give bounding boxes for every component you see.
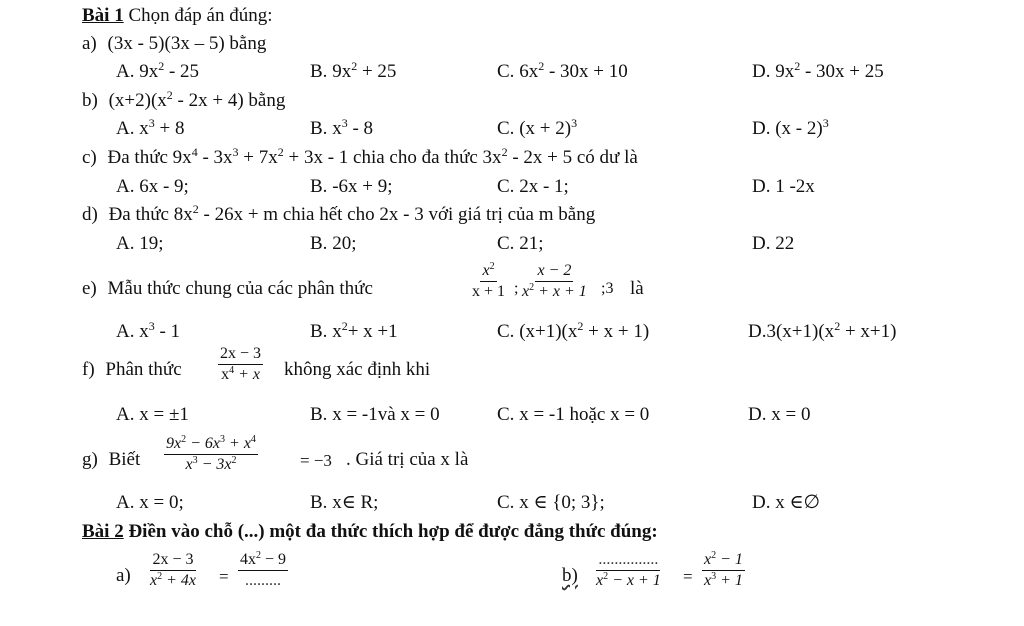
question-b [82, 88, 286, 111]
option-label: C. [497, 492, 515, 513]
option-text: x [139, 118, 149, 139]
num-sup: 2 [181, 434, 187, 445]
bai1-instruction: Chọn đáp án đúng: [128, 5, 273, 26]
den-text: + 1 [716, 572, 743, 589]
option-label: C. [497, 404, 515, 425]
option-text: (x - 2) [775, 118, 823, 139]
den-text: − 3x [197, 456, 232, 473]
den-sup: 3 [711, 571, 717, 582]
option-text: 2x - 1; [519, 176, 569, 197]
option-a-C[interactable] [497, 59, 628, 82]
stem-sup: 2 [277, 145, 284, 159]
bai2-b-prefix: b) [562, 565, 578, 586]
option-text: 1 -2x [775, 176, 815, 197]
question-b-prefix: b) [82, 90, 98, 111]
stem-sup: 4 [191, 145, 198, 159]
den-text: + 4x [162, 572, 197, 589]
option-d-C[interactable] [497, 234, 543, 253]
option-label: A. [116, 61, 135, 82]
stem-part: - 2x + 5 có dư là [507, 147, 638, 168]
num-sup: 2 [256, 550, 261, 561]
option-tail: - 30x + 25 [800, 61, 884, 82]
option-text: x = 0; [139, 492, 184, 513]
option-text: x = -1 hoặc x = 0 [519, 404, 650, 425]
question-f-prefix: f) [82, 359, 95, 380]
option-text: x = 0 [771, 404, 811, 425]
option-f-D[interactable] [748, 405, 810, 424]
stem-part: - 2x + 4) bằng [172, 90, 286, 111]
stem-sup: 2 [166, 88, 173, 102]
fraction-numerator [535, 263, 573, 282]
num-sup: 2 [489, 261, 495, 272]
num-text: 9x [166, 435, 182, 452]
option-text: x [332, 321, 342, 342]
den-text: x [221, 366, 230, 383]
option-label: B. [310, 118, 328, 139]
option-g-D[interactable] [752, 493, 820, 512]
option-sup: 2 [834, 319, 841, 333]
num-text: − 9 [261, 551, 287, 568]
fraction-numerator [480, 263, 496, 282]
stem-sup: 3 [232, 145, 239, 159]
den-text: x [185, 456, 193, 473]
question-g-tail: . Giá trị của x là [346, 449, 469, 470]
option-label: D. [752, 61, 771, 82]
bai2-label: Bài 2 [82, 521, 124, 542]
option-sup: 3 [341, 116, 348, 130]
den-sup: 2 [157, 571, 163, 582]
stem-sup: 2 [501, 145, 508, 159]
option-text: 9x [775, 61, 795, 82]
option-b-A[interactable] [116, 116, 185, 139]
option-text: 22 [775, 233, 795, 254]
option-text: 6x - 9; [139, 176, 189, 197]
question-c [82, 145, 638, 168]
fraction-denominator [520, 282, 589, 300]
question-e-tail-2: là [630, 278, 644, 299]
option-tail: + x + 1) [583, 321, 650, 342]
option-tail: - 25 [164, 61, 200, 82]
option-text: 3(x+1)(x [766, 321, 835, 342]
option-text: x [332, 118, 342, 139]
bai2-heading [82, 522, 658, 541]
stem-part: - 26x + m chia hết cho 2x - 3 với giá trị của m bằng [198, 204, 596, 225]
question-g [82, 450, 140, 469]
option-tail: + x +1 [347, 321, 398, 342]
den-text: − x + 1 [608, 572, 661, 589]
question-e-tail: ;3 [601, 280, 614, 297]
question-a-stem: (3x - 5)(3x – 5) bằng [107, 33, 267, 54]
option-text: x ∈∅ [775, 492, 821, 513]
bai2-b-left-fraction[interactable] [594, 552, 663, 589]
den-text: x [596, 572, 604, 589]
stem-part: - 3x [197, 147, 233, 168]
option-sup: 2 [577, 319, 584, 333]
bai2-a-prefix: a) [116, 565, 131, 586]
bai2-instruction: Điền vào chỗ (...) một đa thức thích hợp để được đẳng thức đúng: [128, 521, 658, 542]
option-sup: 2 [341, 319, 348, 333]
option-tail: + 8 [154, 118, 185, 139]
option-b-B[interactable] [310, 116, 374, 139]
option-g-A[interactable] [116, 493, 184, 512]
option-d-B[interactable] [310, 234, 356, 253]
option-b-C[interactable] [497, 116, 578, 139]
option-e-C[interactable] [497, 319, 650, 342]
option-label: D. [752, 118, 771, 139]
option-tail: - 1 [154, 321, 181, 342]
question-f [82, 360, 182, 379]
num-sup: 3 [220, 434, 226, 445]
option-label: A. [116, 321, 135, 342]
option-label: D. [748, 321, 767, 342]
den-text: x [150, 572, 158, 589]
option-text: 21; [519, 233, 544, 254]
fraction-numerator [702, 552, 745, 571]
question-b-stem [109, 90, 286, 111]
question-d-prefix: d) [82, 204, 98, 225]
option-d-A[interactable] [116, 234, 164, 253]
option-d-D[interactable] [752, 234, 794, 253]
option-label: D. [752, 233, 771, 254]
option-text: x = ±1 [139, 404, 189, 425]
bai1-label: Bài 1 [82, 5, 124, 26]
option-a-D[interactable] [752, 59, 884, 82]
option-label: B. [310, 321, 328, 342]
fraction-numerator [238, 552, 288, 571]
option-e-B[interactable] [310, 319, 398, 342]
option-label: D. [752, 492, 771, 513]
option-label: A. [116, 492, 135, 513]
den-sup: 2 [603, 571, 609, 582]
option-label: C. [497, 321, 515, 342]
question-e [82, 279, 373, 298]
question-g-stem: Biết [108, 449, 141, 470]
den-sup: 4 [229, 365, 235, 376]
option-c-D[interactable] [752, 177, 815, 196]
num-text: x − 2 [537, 262, 572, 279]
option-label: D. [752, 176, 771, 197]
fraction-numerator [164, 436, 258, 455]
stem-part: Đa thức 8x [108, 204, 193, 225]
den-text: x [704, 572, 712, 589]
option-text: x [139, 321, 149, 342]
fraction-numerator: 2x − 3 [150, 552, 195, 571]
option-text: x ∈ {0; 3}; [519, 492, 605, 513]
question-e-fraction-1 [470, 263, 507, 300]
den-sup: 3 [192, 455, 198, 466]
option-text: 19; [139, 233, 164, 254]
option-sup: 3 [571, 116, 578, 130]
fraction-denominator [594, 571, 663, 589]
option-a-B[interactable] [310, 59, 397, 82]
question-f-fraction [218, 346, 263, 383]
fraction-denominator [183, 455, 238, 473]
bai2-b-equals: = [683, 567, 693, 586]
option-tail: + x+1) [840, 321, 897, 342]
option-label: C. [497, 233, 515, 254]
num-text: x [482, 262, 490, 279]
fraction-numerator: 2x − 3 [218, 346, 263, 365]
option-label: C. [497, 61, 515, 82]
option-g-C[interactable] [497, 493, 605, 512]
option-a-A[interactable] [116, 59, 200, 82]
option-label: A. [116, 176, 135, 197]
option-label: A. [116, 233, 135, 254]
num-sup: 4 [250, 434, 256, 445]
option-label: B. [310, 233, 328, 254]
option-sup: 3 [148, 116, 155, 130]
question-f-stem: Phân thức [105, 359, 182, 380]
question-d [82, 202, 596, 225]
den-sup: 2 [529, 282, 535, 293]
bai2-a-left-fraction [148, 552, 198, 589]
option-label: B. [310, 404, 328, 425]
option-e-A[interactable] [116, 319, 181, 342]
option-text: x = -1và x = 0 [332, 404, 440, 425]
option-c-C[interactable] [497, 177, 569, 196]
option-sup: 3 [148, 319, 155, 333]
option-f-A[interactable] [116, 405, 189, 424]
question-e-separator: ; [514, 280, 519, 297]
option-c-A[interactable] [116, 177, 189, 196]
question-e-stem: Mẫu thức chung của các phân thức [107, 278, 373, 299]
option-text: (x + 2) [519, 118, 572, 139]
option-e-D[interactable] [748, 319, 897, 342]
question-a-prefix: a) [82, 33, 97, 54]
option-text: 9x [332, 61, 352, 82]
option-b-D[interactable] [752, 116, 829, 139]
stem-part: + 7x [238, 147, 278, 168]
option-label: C. [497, 176, 515, 197]
num-text: 4x [240, 551, 256, 568]
option-label: D. [748, 404, 767, 425]
question-c-stem [108, 147, 638, 168]
question-e-fraction-2 [520, 263, 589, 300]
fraction-denominator [702, 571, 745, 589]
blank-numerator[interactable]: ............... [596, 552, 660, 571]
question-g-fraction [164, 436, 258, 473]
option-text: x∈ R; [332, 492, 379, 513]
option-c-B[interactable] [310, 177, 393, 196]
bai2-a-equals: = [219, 567, 229, 586]
option-tail: - 30x + 10 [544, 61, 628, 82]
den-sup: 2 [231, 455, 237, 466]
option-label: A. [116, 118, 135, 139]
num-sup: 2 [711, 550, 717, 561]
option-tail: + 25 [357, 61, 397, 82]
question-g-equals: = −3 [300, 451, 332, 470]
option-f-C[interactable] [497, 405, 649, 424]
option-label: C. [497, 118, 515, 139]
option-text: -6x + 9; [332, 176, 393, 197]
den-text: x [522, 283, 530, 300]
question-f-tail: không xác định khi [284, 359, 431, 380]
num-text: x [704, 551, 712, 568]
option-label: B. [310, 61, 328, 82]
option-label: B. [310, 492, 328, 513]
bai1-heading [82, 6, 273, 25]
option-text: 20; [332, 233, 357, 254]
question-g-prefix: g) [82, 449, 98, 470]
option-f-B[interactable] [310, 405, 440, 424]
option-sup: 2 [538, 59, 545, 73]
den-text: + x [234, 366, 260, 383]
option-sup: 2 [158, 59, 165, 73]
stem-part: Đa thức 9x [107, 147, 192, 168]
question-e-prefix: e) [82, 278, 97, 299]
question-d-stem [109, 204, 596, 225]
option-sup: 2 [351, 59, 358, 73]
option-text: 9x [139, 61, 159, 82]
option-label: B. [310, 176, 328, 197]
fraction-denominator [219, 365, 262, 383]
stem-part: + 3x - 1 chia cho đa thức 3x [283, 147, 502, 168]
blank-denominator[interactable]: ......... [245, 572, 282, 589]
option-text: (x+1)(x [519, 321, 578, 342]
question-a [82, 34, 266, 53]
num-text: − 6x [186, 435, 221, 452]
option-sup: 3 [822, 116, 829, 130]
option-text: 6x [519, 61, 539, 82]
num-text: + x [225, 435, 251, 452]
stem-sup: 2 [192, 202, 199, 216]
option-sup: 2 [794, 59, 801, 73]
bai2-b-right-fraction [702, 552, 745, 589]
option-tail: - 8 [347, 118, 374, 139]
den-text: + x + 1 [534, 283, 587, 300]
stem-part: (x+2)(x [108, 90, 167, 111]
fraction-denominator: x + 1 [472, 283, 506, 300]
num-text: − 1 [716, 551, 743, 568]
option-g-B[interactable] [310, 493, 378, 512]
question-c-prefix: c) [82, 147, 97, 168]
fraction-denominator [148, 571, 198, 589]
option-label: A. [116, 404, 135, 425]
bai2-a-right-fraction[interactable] [238, 552, 288, 589]
